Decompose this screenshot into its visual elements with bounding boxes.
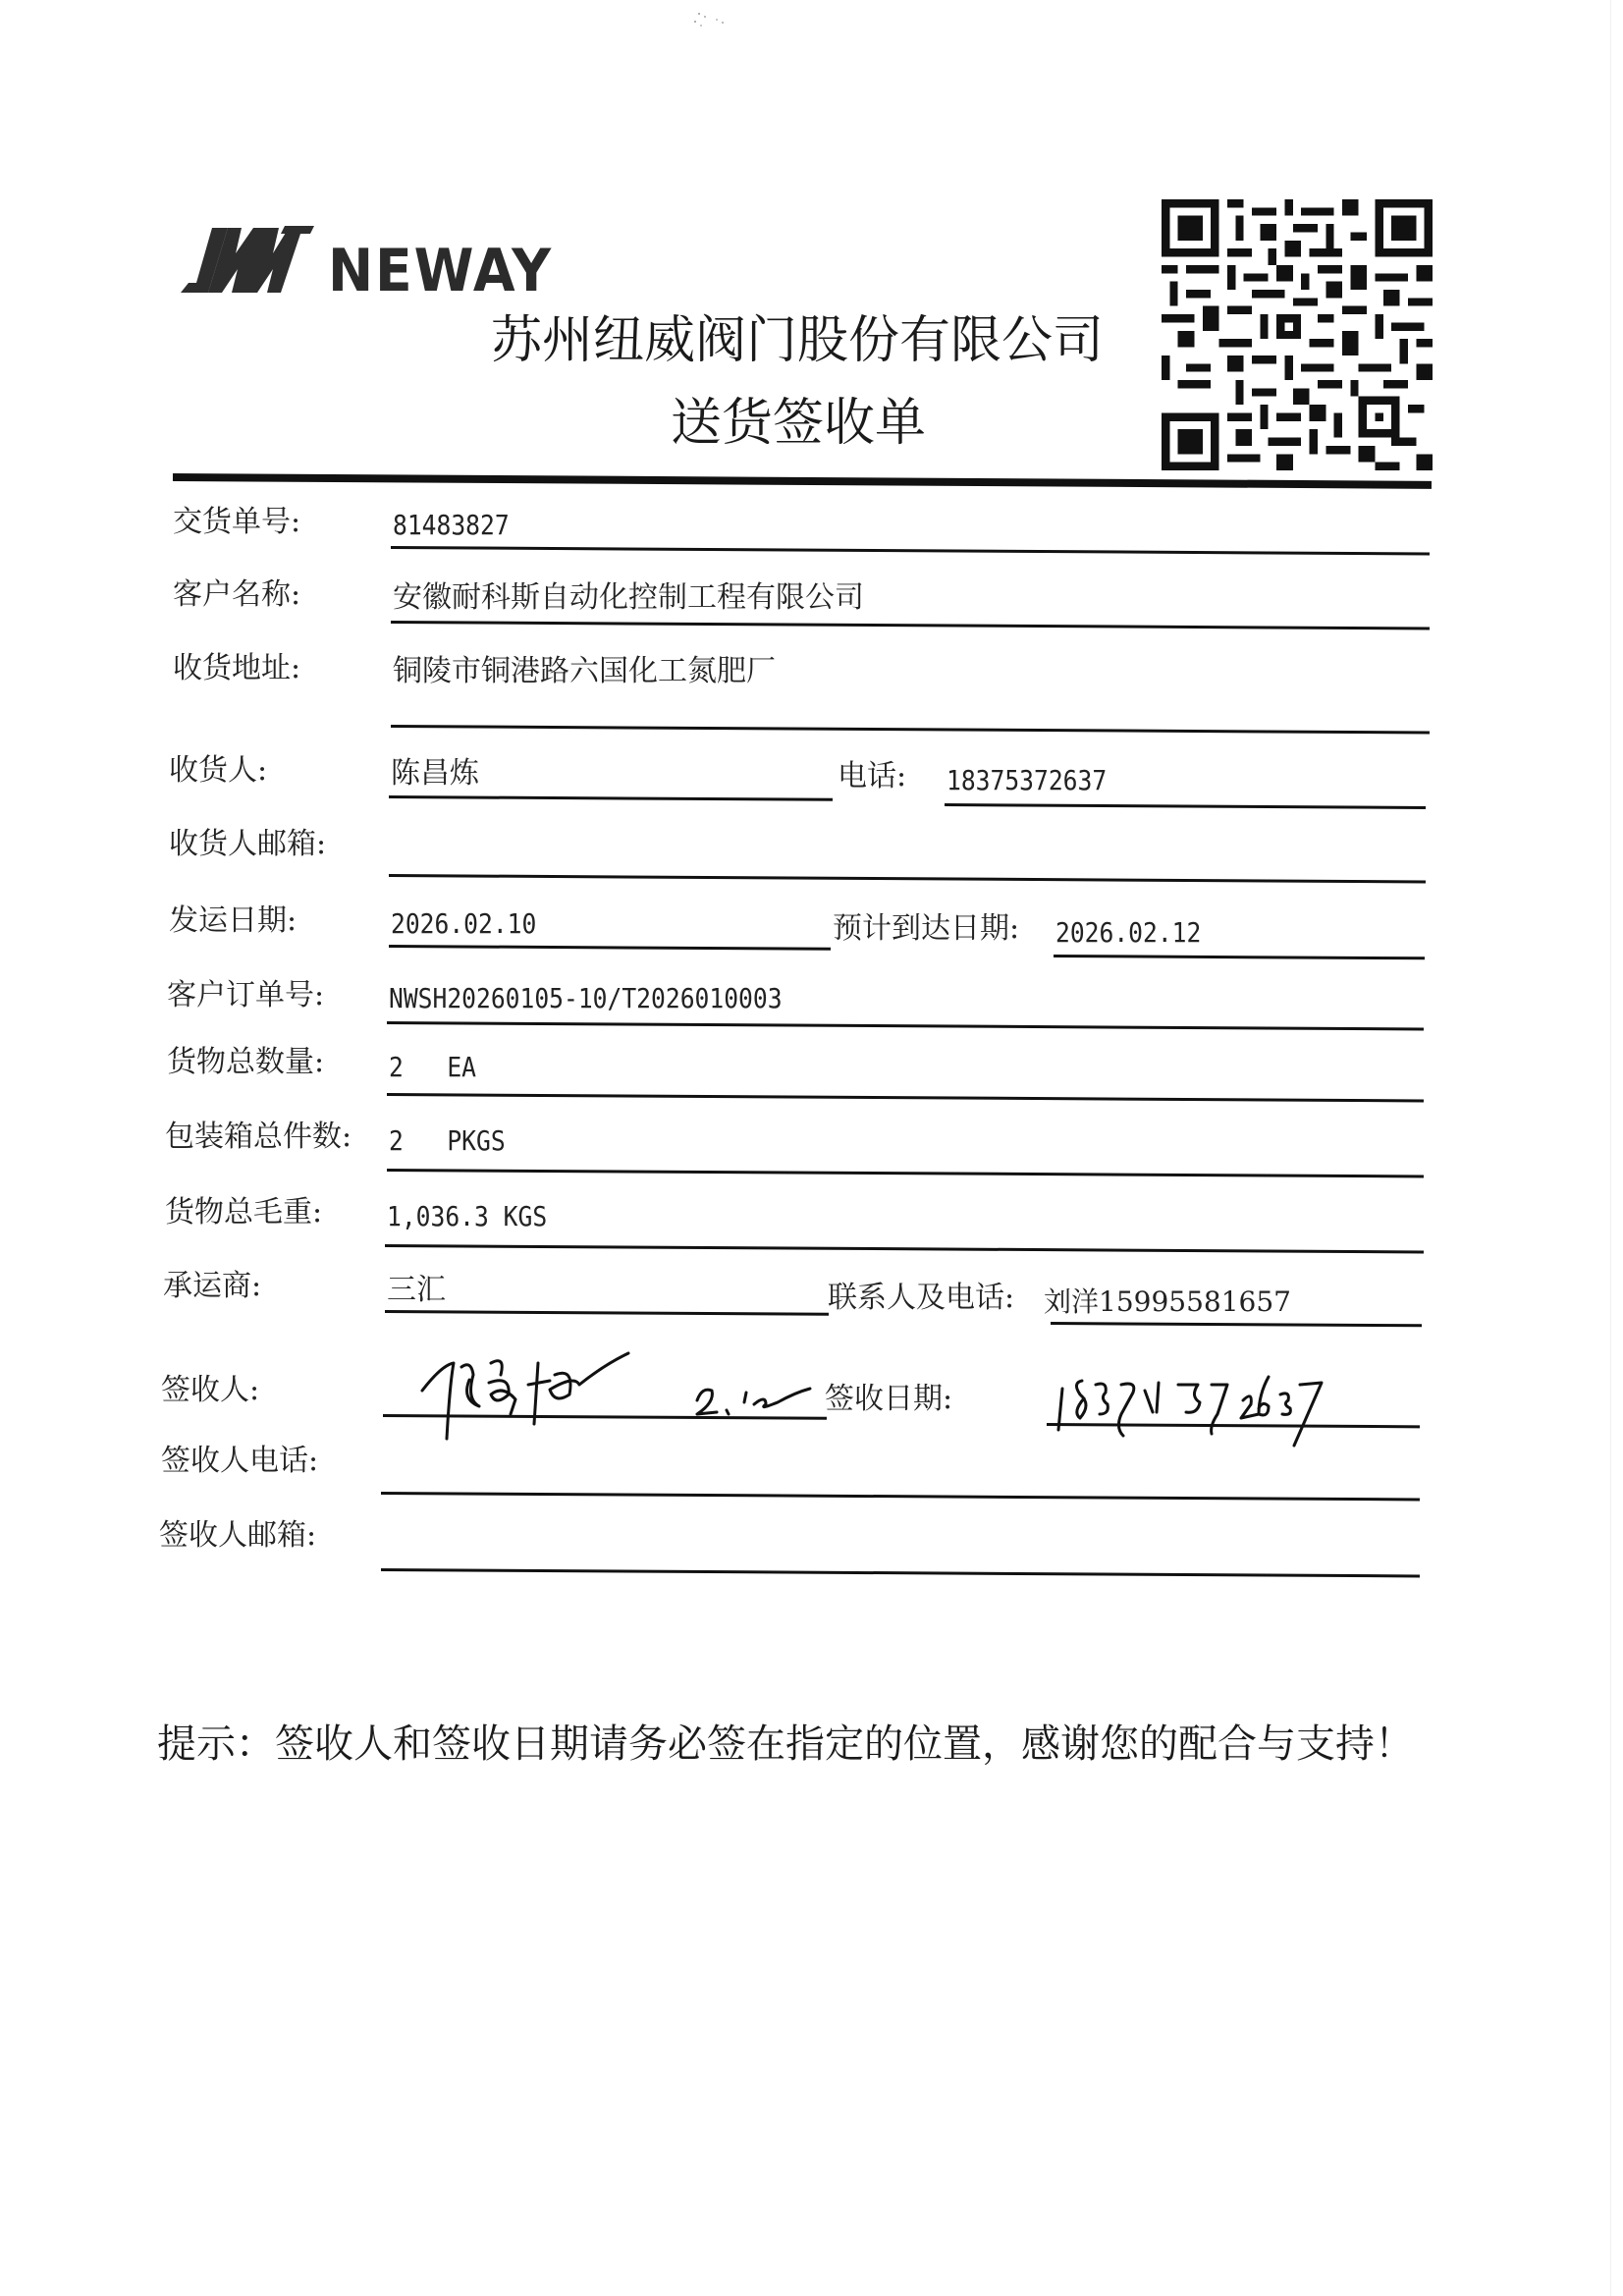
company-name: 苏州纽威阀门股份有限公司 <box>491 311 1105 370</box>
signer-email-underline <box>381 1568 1420 1577</box>
carrier-contact-underline <box>1051 1322 1422 1327</box>
total-packages-label: 包装箱总件数: <box>165 1120 352 1154</box>
signer-phone-underline <box>381 1492 1420 1501</box>
ship-date-underline <box>389 945 831 951</box>
delivery-no-label: 交货单号: <box>173 505 301 539</box>
customer-name-label: 客户名称: <box>173 577 301 612</box>
brand-name: NEWAY <box>328 237 553 305</box>
delivery-address-label: 收货地址: <box>173 651 301 685</box>
qr-code-icon[interactable] <box>1162 199 1433 470</box>
footer-notice: 提示：签收人和签收日期请务必签在指定的位置，感谢您的配合与支持！ <box>157 1722 1414 1767</box>
carrier-value[interactable]: 三汇 <box>387 1273 446 1307</box>
delivery-address-underline <box>391 725 1430 734</box>
total-packages-value[interactable]: 2 PKGS <box>389 1124 506 1157</box>
carrier-underline <box>385 1310 829 1316</box>
document-title: 送货签收单 <box>671 394 927 453</box>
consignee-label: 收货人: <box>169 753 268 788</box>
header-divider <box>173 473 1432 489</box>
total-qty-value[interactable]: 2 EA <box>389 1051 477 1083</box>
total-qty-label: 货物总数量: <box>167 1045 325 1079</box>
carrier-contact-value[interactable]: 刘洋15995581657 <box>1044 1285 1291 1318</box>
gross-weight-underline <box>385 1244 1424 1253</box>
consignee-phone-value[interactable]: 18375372637 <box>947 764 1108 796</box>
sign-date-label: 签收日期: <box>825 1382 953 1416</box>
neway-logo-icon <box>179 224 314 295</box>
customer-name-underline <box>391 621 1430 629</box>
consignee-phone-underline <box>945 803 1426 809</box>
delivery-no-underline <box>391 546 1430 555</box>
scan-speck <box>687 8 746 29</box>
sign-date-handwriting[interactable] <box>1051 1371 1345 1449</box>
signer-handwritten-note <box>697 1375 699 1376</box>
gross-weight-value[interactable]: 1,036.3 KGS <box>387 1200 548 1232</box>
delivery-no-value[interactable]: 81483827 <box>393 509 510 541</box>
signer-label: 签收人: <box>161 1373 260 1407</box>
delivery-address-value[interactable]: 铜陵市铜港路六国化工氮肥厂 <box>393 654 776 688</box>
signer-signature[interactable] <box>393 1345 835 1453</box>
scan-edge <box>1610 0 1611 2296</box>
consignee-value[interactable]: 陈昌炼 <box>391 756 479 791</box>
signer-email-label: 签收人邮箱: <box>159 1518 317 1553</box>
total-packages-underline <box>387 1169 1424 1177</box>
ship-date-value[interactable]: 2026.02.10 <box>391 907 537 940</box>
customer-po-underline <box>387 1021 1424 1030</box>
eta-date-label: 预计到达日期: <box>833 911 1020 946</box>
eta-date-value[interactable]: 2026.02.12 <box>1055 916 1202 949</box>
consignee-email-underline <box>389 874 1426 883</box>
customer-name-value[interactable]: 安徽耐科斯自动化控制工程有限公司 <box>393 580 864 615</box>
signer-phone-label: 签收人电话: <box>161 1444 319 1478</box>
total-qty-underline <box>387 1093 1424 1102</box>
consignee-phone-label: 电话: <box>838 759 907 793</box>
customer-po-value[interactable]: NWSH20260105-10/T2026010003 <box>389 982 783 1014</box>
carrier-label: 承运商: <box>163 1269 262 1303</box>
customer-po-label: 客户订单号: <box>167 978 325 1012</box>
eta-date-underline <box>1054 955 1425 959</box>
consignee-email-label: 收货人邮箱: <box>169 827 327 861</box>
gross-weight-label: 货物总毛重: <box>165 1195 323 1230</box>
consignee-underline <box>389 795 833 801</box>
sign-date-handwritten-value <box>1060 1385 1067 1386</box>
carrier-contact-label: 联系人及电话: <box>828 1281 1015 1315</box>
ship-date-label: 发运日期: <box>169 903 298 938</box>
